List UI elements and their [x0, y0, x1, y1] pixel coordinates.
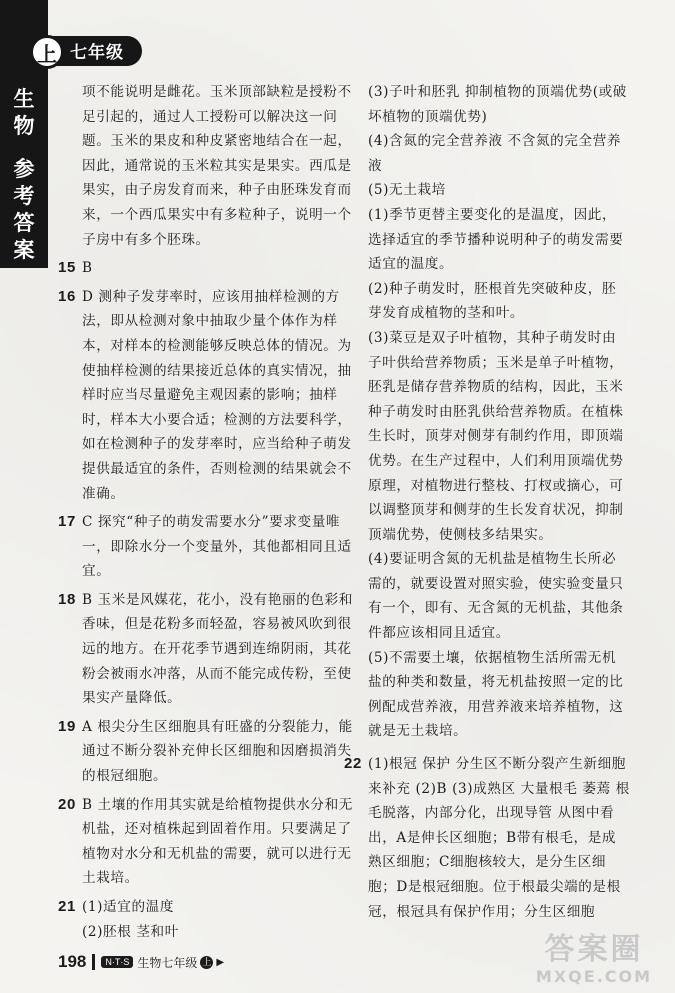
answer-entry	[58, 510, 354, 584]
question-number: 20	[58, 795, 76, 813]
answer-paragraph: (2)种子萌发时，胚根首先突破种皮，胚芽发育成植物的茎和叶。	[368, 280, 617, 322]
section-char: 案	[13, 238, 35, 262]
answer-paragraph: (4)要证明含氮的无机盐是植物生长所必需的，就要设置对照实验，使实验变量只有一个，即有、无含氮的无机盐，其他条件都应该相同且适宜。	[368, 551, 624, 642]
answer-entry	[58, 256, 354, 281]
watermark-text: 答案圈	[544, 932, 644, 967]
answer-text: D 测种子发芽率时，应该用抽样检测的方法，即从检测对象中抽取少量个体作为样本，对样本的检测能够反映总体的情况。为使抽样检测的结果接近总体的真实情况，抽样时应当尽量避免主观因素的影响；抽样时，样本大小要合适；检测的方法要科学，如在检测种子的发芽率时，应当给种子萌发提供最适宜的条件，否则检测的结果就会不准确。	[82, 288, 352, 502]
answer-entry	[58, 715, 354, 789]
footer-title: 生物七年级	[137, 955, 198, 970]
answer-paragraph: (4)含氮的完全营养液 不含氮的完全营养液	[368, 133, 622, 174]
answer-entry	[58, 895, 354, 920]
subject-char: 生	[13, 87, 35, 111]
section-char: 考	[13, 184, 35, 208]
section-label	[4, 156, 44, 264]
grade-label: 七年级	[70, 43, 124, 63]
answer-paragraph: (5)无土栽培	[368, 182, 446, 199]
watermark-url: MXQE.COM	[535, 967, 653, 986]
section-char: 答	[13, 211, 35, 235]
question-number: 16	[58, 287, 76, 305]
page-footer	[58, 952, 224, 972]
grade-mark-badge: 上	[30, 35, 64, 69]
answer-entry	[344, 752, 630, 924]
section-char: 参	[13, 157, 35, 181]
question-number: 15	[58, 259, 76, 277]
question-number: 19	[58, 717, 76, 735]
right-column	[344, 80, 630, 924]
answer-text: C 探究“种子的萌发需要水分”要求变量唯一，即除水分一个变量外，其他都相同且适宜。	[82, 514, 352, 580]
answer-paragraph: (1)季节更替主要变化的是温度，因此，选择适宜的季节播种说明种子的萌发需要适宜的温度。	[368, 206, 624, 273]
continuation-text: 项不能说明是雌花。玉米顶部缺粒是授粉不足引起的，通过人工授粉可以解决这一问题。玉米的果皮和种皮紧密地结合在一起，因此，通常说的玉米粒其实是果实。西瓜是果实，由子房发育而来，种子由胚珠发育而来，一个西瓜果实中有多粒种子，说明一个子房中有多个胚珠。	[82, 84, 352, 248]
question-number: 21	[58, 898, 76, 915]
answer-text: (1)适宜的温度	[82, 899, 175, 915]
left-column	[58, 80, 354, 944]
answer-paragraph: (3)菜豆是双子叶植物，其种子萌发时由子叶供给营养物质；玉米是单子叶植物，胚乳是储存营养物质的结构，因此，玉米种子萌发时由胚乳供给营养物质。在植株生长时，顶芽对侧芽有制约作用，即顶端优势。在生产过程中，人们利用顶端优势原理，对植物进行整枝、打杈或摘心，可以调整顶芽和侧芽的生长发育状况，抑制顶端优势，使侧枝多结果实。	[368, 329, 624, 543]
question-number: 22	[344, 755, 362, 773]
answer-entry	[58, 285, 354, 506]
subject-label	[4, 86, 44, 140]
answer-entry	[58, 588, 354, 711]
answer-paragraph: (5)不需要土壤，依据植物生活所需无机盐的种类和数量，将无机盐按照一定的比例配成营养液，用营养液来培养植物，这就是无土栽培。	[368, 649, 624, 740]
footer-divider	[92, 954, 95, 970]
subject-char: 物	[13, 114, 35, 138]
answer-text: B 土壤的作用其实就是给植物提供水分和无机盐，还对植株起到固着作用。只要满足了植物对水分和无机盐的需要，就可以进行无土栽培。	[82, 796, 353, 887]
answer-text: B 玉米是风媒花，花小，没有艳丽的色彩和香味，但是花粉多而轻盈，容易被风吹到很远的地方。在开花季节遇到连绵阴雨，其花粉会被雨水冲落，从而不能完成传粉，至使果实产量降低。	[82, 591, 353, 707]
question-number: 18	[58, 590, 76, 608]
watermark	[519, 933, 669, 989]
answer-text: A 根尖分生区细胞具有旺盛的分裂能力，能通过不断分裂补充伸长区细胞和因磨损消失的根冠细胞。	[82, 718, 353, 785]
series-badge: N·T·S	[101, 956, 133, 968]
answer-paragraph: (3)子叶和胚乳 抑制植物的顶端优势(或破坏植物的顶端优势)	[368, 84, 627, 125]
answer-text: B	[82, 260, 93, 277]
answer-text: (1)根冠 保护 分生区不断分裂产生新细胞来补充 (2)B (3)成熟区 大量根毛 萎蔫 根毛脱落，内部分化，出现导管 从图中看出，A是伸长区细胞；B带有根毛，是成熟区细胞；C细胞核较大，是分生区细胞；D是根冠细胞。位于根最尖端的是根冠，根冠具有保护作用；分生区细胞	[368, 756, 630, 920]
question-number: 17	[58, 513, 76, 531]
arrow-icon: ▶	[216, 956, 225, 968]
page-number: 198	[58, 952, 87, 971]
answer-subpart: (2)胚根 茎和叶	[82, 923, 179, 940]
answer-entry	[58, 793, 354, 891]
footer-grade-mark: 上	[202, 956, 212, 967]
